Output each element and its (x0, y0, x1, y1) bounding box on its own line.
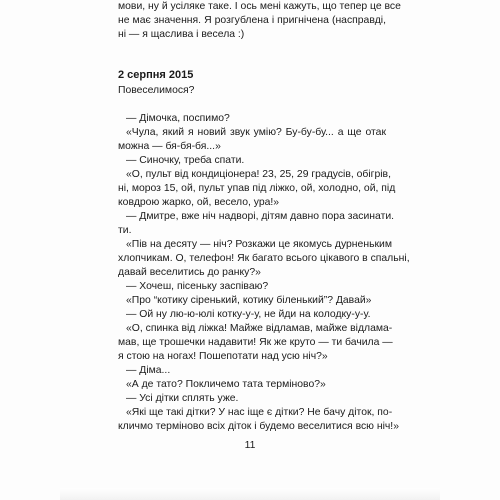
dialogue-line: я стою на ногах! Пошепотати над усю ніч?» (118, 351, 328, 362)
text-line-3: ні — я щаслива і весела :) (118, 29, 245, 40)
dialogue-line: мав, ще трошечки надавити! Як же круто — ти бачила — (118, 337, 393, 348)
dialogue-line: — Ой ну лю-ю-юлі котку-у-у, не йди на колодку-у-у. (126, 309, 371, 320)
dialogue-line: можна — бя-бя-бя...» (118, 141, 221, 152)
dialogue-line: «Про “котику сіренький, котику біленький”? Давай» (126, 295, 372, 306)
dialogue-line: ковдрою жарко, ой, весело, ура!» (118, 197, 280, 208)
dialogue-line: «Пів на десяту — ніч? Розкажи це якомусь дурненьким (126, 239, 392, 250)
diary-date-heading: 2 серпня 2015 (118, 69, 194, 81)
text-line-2: не має значення. Я розгублена і пригнічена (насправді, (118, 15, 386, 26)
text-line-1: мови, ну й усіляке таке. І ось мені кажуть, що тепер це все (118, 1, 401, 12)
dialogue-line: «Які ще такі дітки? У нас іще є дітки? Не бачу діток, по- (126, 407, 393, 418)
page-number: 11 (244, 440, 256, 451)
dialogue-line: — Синочку, треба спати. (126, 155, 245, 166)
dialogue-line: ні, мороз 15, ой, пульт упав під ліжко, ой, холодно, ой, під (118, 183, 396, 194)
dialogue-line: — Дмитре, вже ніч надворі, дітям давно пора засинати. (126, 211, 395, 222)
dialogue-line: — Діма... (126, 365, 171, 376)
entry-title: Повеселимося? (118, 85, 195, 96)
dialogue-line: «Чула, який я новий звук умію? Бу-бу-бу... а ще отак (126, 127, 386, 138)
dialogue-line: «А де тато? Покличемо тата терміново?» (126, 379, 326, 390)
dialogue-line: — Хочеш, пісеньку заспіваю? (126, 281, 269, 292)
dialogue-line: — Дімочка, поспимо? (126, 113, 230, 124)
dialogue-line: — Усі дітки сплять уже. (126, 393, 239, 404)
dialogue-line: хлопчикам. О, телефон! Як багато всього цікавого в спальні, (118, 253, 410, 264)
dialogue-line: «О, спинка від ліжка! Майже відламав, майже відлама- (126, 323, 393, 334)
dialogue-line: ти. (118, 225, 132, 236)
page-edge-shadow (60, 488, 440, 500)
dialogue-line: давай веселитись до ранку?» (118, 267, 261, 278)
dialogue-line: «О, пульт від кондиціонера! 23, 25, 29 градусів, обігрів, (126, 169, 391, 180)
dialogue-line: кличмо терміново всіх діток і будемо веселитися всю ніч!» (118, 421, 399, 432)
